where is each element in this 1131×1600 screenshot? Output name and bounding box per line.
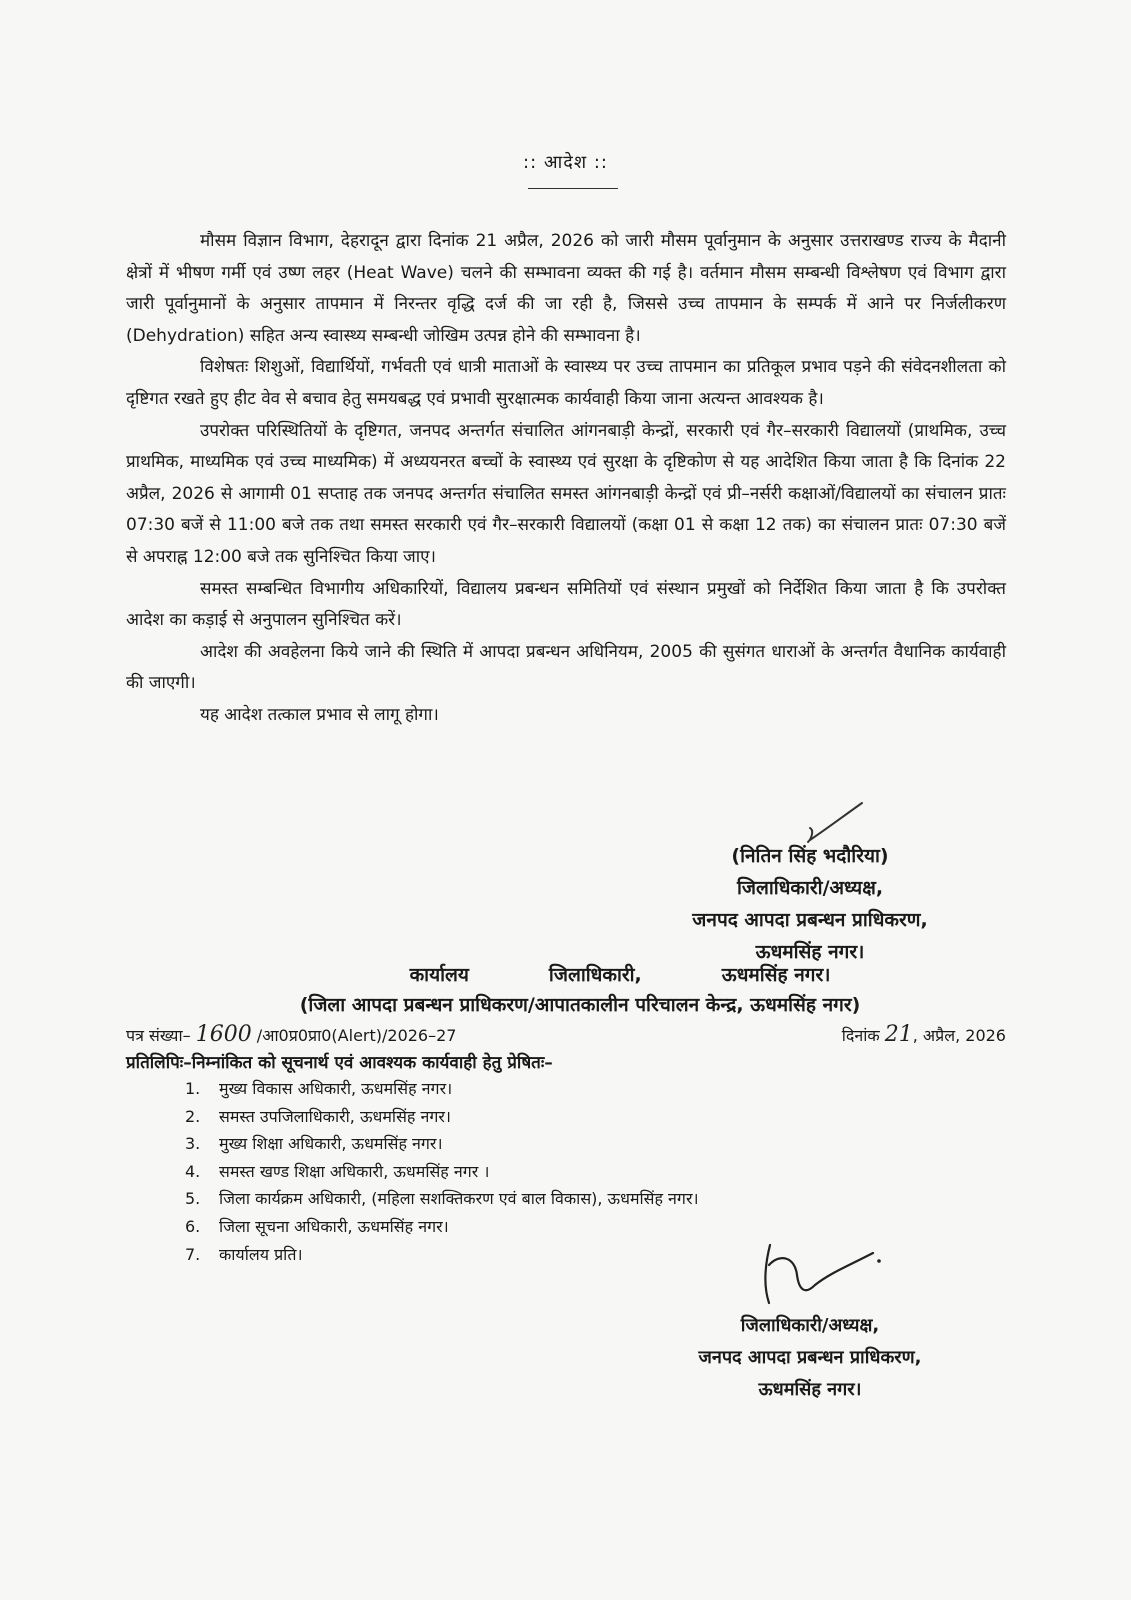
list-item: 5. जिला कार्यक्रम अधिकारी, (महिला सशक्तिकरण एवं बाल विकास), ऊधमसिंह नगर। <box>185 1189 699 1209</box>
signatory-block-1 <box>620 840 1000 968</box>
office-line-1 <box>150 960 1010 990</box>
date-handwritten: 21 <box>884 1022 913 1047</box>
signatory-name: (नितिन सिंह भदौरिया) <box>731 845 889 867</box>
order-body <box>126 226 1006 732</box>
signatory-authority: जनपद आपदा प्रबन्धन प्राधिकरण, <box>698 1347 922 1368</box>
signatory-authority: जनपद आपदा प्रबन्धन प्राधिकरण, <box>692 909 928 931</box>
copy-to-list <box>185 1075 699 1268</box>
title-underline <box>528 188 618 189</box>
list-item: 6. जिला सूचना अधिकारी, ऊधमसिंह नगर। <box>185 1216 449 1236</box>
office-word: कार्यालय <box>409 964 469 986</box>
paragraph: विशेषतः शिशुओं, विद्यार्थियों, गर्भवती एवं धात्री माताओं के स्वास्थ्य पर उच्च तापमान का प्रतिकूल प्रभाव पड़ने की संवेदनशीलता को दृष्टिगत रखते हुए हीट वेव से बचाव हेतु समयबद्ध एवं प्रभावी सुरक्षात्मक कार्यवाही किया जाना अत्यन्त आवश्यक है। <box>126 357 1006 409</box>
signatory-designation: जिलाधिकारी/अध्यक्ष, <box>740 1315 880 1336</box>
letter-number-handwritten: 1600 <box>195 1022 252 1047</box>
date-prefix: दिनांक <box>841 1026 880 1045</box>
copy-to-heading: प्रतिलिपिः–निम्नांकित को सूचनार्थ एवं आवश्यक कार्यवाही हेतु प्रेषितः– <box>126 1053 553 1073</box>
office-word: जिलाधिकारी, <box>548 964 642 986</box>
order-title: :: आदेश :: <box>523 152 608 173</box>
paragraph: समस्त सम्बन्धित विभागीय अधिकारियों, विद्यालय प्रबन्धन समितियों एवं संस्थान प्रमुखों को निर्देशित किया जाता है कि उपरोक्त आदेश का कड़ाई से अनुपालन सुनिश्चित करें। <box>126 578 1006 631</box>
signature-mark <box>755 1235 885 1310</box>
signatory-block-2 <box>640 1310 980 1406</box>
list-item: 7. कार्यालय प्रति। <box>185 1244 303 1264</box>
list-item: 1. मुख्य विकास अधिकारी, ऊधमसिंह नगर। <box>185 1079 453 1098</box>
date-suffix: अप्रैल, 2026 <box>922 1026 1006 1045</box>
paragraph: उपरोक्त परिस्थितियों के दृष्टिगत, जनपद अन्तर्गत संचालित आंगनबाड़ी केन्द्रों, सरकारी एवं गैर–सरकारी विद्यालयों (प्राथमिक, उच्च प्राथमिक, माध्यमिक एवं उच्च माध्यमिक) में अध्ययनरत बच्चों के स्वास्थ्य एवं सुरक्षा के दृष्टिकोण से यह आदेशित किया जाता है कि दिनांक 22 अप्रैल, 2026 से आगामी 01 सप्ताह तक जनपद अन्तर्गत संचालित समस्त आंगनबाड़ी केन्द्रों एवं प्री–नर्सरी कक्षाओं/विद्यालयों का संचालन प्रातः 07:30 बजें से 11:00 बजे तक तथा समस्त सरकारी एवं गैर–सरकारी विद्यालयों (कक्षा 01 से कक्षा 12 तक) का संचालन प्रातः 07:30 बजें से अपराह्न 12:00 बजे तक सुनिश्चित किया जाए। <box>126 420 1006 567</box>
list-item: 3. मुख्य शिक्षा अधिकारी, ऊधमसिंह नगर। <box>185 1134 443 1154</box>
office-line-2: (जिला आपदा प्रबन्धन प्राधिकरण/आपातकालीन परिचालन केन्द्र, ऊधमसिंह नगर) <box>299 994 861 1016</box>
letter-number-suffix: /आ0प्र0प्रा0(Alert)/2026–27 <box>256 1026 457 1045</box>
list-item: 4. समस्त खण्ड शिक्षा अधिकारी, ऊधमसिंह नगर । <box>185 1161 490 1181</box>
paragraph: मौसम विज्ञान विभाग, देहरादून द्वारा दिनांक 21 अप्रैल, 2026 को जारी मौसम पूर्वानुमान के अनुसार उत्तराखण्ड राज्य के मैदानी क्षेत्रों में भीषण गर्मी एवं उष्ण लहर (Heat Wave) चलने की सम्भावना व्यक्त की गई है। वर्तमान मौसम सम्बन्धी विश्लेषण एवं विभाग द्वारा जारी पूर्वानुमानों के अनुसार तापमान में निरन्तर वृद्धि दर्ज की जा रही है, जिससे उच्च तापमान के सम्पर्क में आने पर निर्जलीकरण (Dehydration) सहित अन्य स्वास्थ्य सम्बन्धी जोखिम उत्पन्न होने की सम्भावना है। <box>126 231 1006 346</box>
letter-number <box>126 1022 456 1047</box>
letter-date: दिनांक 21, अप्रैल, 2026 <box>841 1022 1006 1047</box>
reference-line <box>126 1022 1006 1047</box>
signatory-place: ऊधमसिंह नगर। <box>755 941 865 963</box>
signatory-designation: जिलाधिकारी/अध्यक्ष, <box>736 877 884 899</box>
office-header <box>150 960 1010 1020</box>
letter-number-prefix: पत्र संख्या– <box>126 1026 191 1045</box>
paragraph: आदेश की अवहेलना किये जाने की स्थिति में आपदा प्रबन्धन अधिनियम, 2005 की सुसंगत धाराओं के अन्तर्गत वैधानिक कार्यवाही की जाएगी। <box>126 641 1006 694</box>
list-item: 2. समस्त उपजिलाधिकारी, ऊधमसिंह नगर। <box>185 1106 451 1126</box>
office-word: ऊधमसिंह नगर। <box>721 964 831 986</box>
signatory-place: ऊधमसिंह नगर। <box>758 1379 862 1400</box>
paragraph: यह आदेश तत्काल प्रभाव से लागू होगा। <box>200 704 439 725</box>
